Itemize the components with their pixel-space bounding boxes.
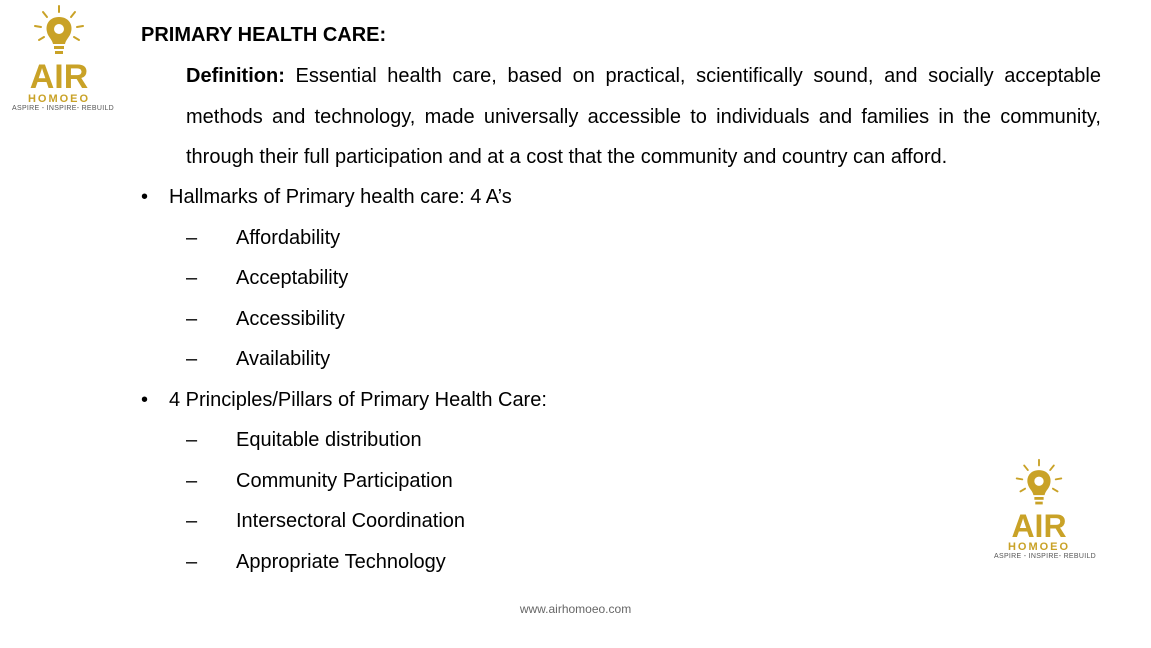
brand-tagline: ASPIRE - INSPIRE- REBUILD — [994, 553, 1097, 560]
definition-text: Essential health care, based on practical, scientifically sound, and socially acceptable methods and technology, made universally accessible to individuals and families in the community, through their full participation and at a cost that the community and country can afford. — [186, 65, 1101, 168]
list-item: – Community Participation — [186, 470, 453, 492]
brand-sub: HOMOEO — [27, 93, 91, 105]
list-item: – Accessibility — [186, 308, 345, 330]
brand-name: AIR — [1011, 508, 1067, 544]
bullet-text: 4 Principles/Pillars of Primary Health Care: — [169, 389, 547, 411]
brand-sub: HOMOEO — [1007, 541, 1071, 553]
lightbulb-icon — [1011, 458, 1067, 510]
bullet-marker: • — [141, 186, 149, 208]
slide-heading: PRIMARY HEALTH CARE: — [141, 24, 387, 46]
lightbulb-icon — [29, 4, 89, 60]
brand-logo-bottom-right — [994, 458, 1097, 560]
bullet-principles — [141, 389, 547, 412]
bullet-hallmarks — [141, 186, 512, 209]
list-item: – Equitable distribution — [186, 429, 422, 451]
brand-tagline: ASPIRE - INSPIRE- REBUILD — [12, 105, 115, 112]
list-item: – Affordability — [186, 227, 341, 249]
brand-name: AIR — [29, 58, 89, 96]
bullet-text: Hallmarks of Primary health care: 4 A’s — [169, 186, 512, 208]
list-item: – Appropriate Technology — [186, 551, 446, 573]
brand-logo-top-left — [12, 4, 115, 112]
bullet-marker: • — [141, 389, 149, 411]
list-item: – Intersectoral Coordination — [186, 510, 466, 532]
list-item: – Availability — [186, 348, 331, 370]
definition-paragraph — [186, 56, 1101, 178]
footer-url: www.airhomoeo.com — [519, 602, 632, 616]
definition-label: Definition: — [186, 65, 285, 87]
list-item: – Acceptability — [186, 267, 349, 289]
